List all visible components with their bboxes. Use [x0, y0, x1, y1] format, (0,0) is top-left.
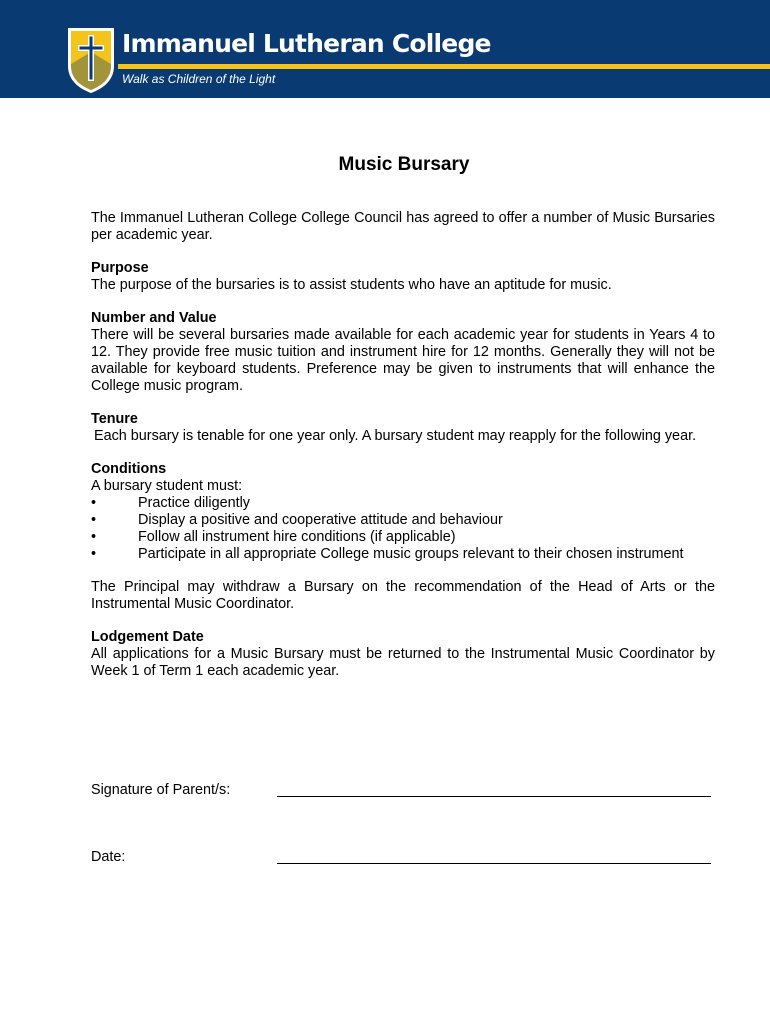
list-item [91, 512, 715, 529]
purpose-heading: Purpose [91, 260, 149, 276]
lodgement-heading: Lodgement Date [91, 629, 204, 645]
tenure-heading: Tenure [91, 411, 138, 427]
bullet: • [91, 512, 97, 528]
number-value-text: There will be several bursaries made available for each academic year for students in Years 4 to 12. They provide free music tuition and instrument hire for 12 months. Generally they will not be available for keyboard students. Preference may be given to instruments that will enhance the College music program. [91, 327, 715, 394]
date-line[interactable] [277, 863, 711, 864]
school-name: Immanuel Lutheran College [122, 29, 491, 58]
purpose-section [91, 260, 715, 294]
lodgement-text: All applications for a Music Bursary must be returned to the Instrumental Music Coordinator by Week 1 of Term 1 each academic year. [91, 646, 715, 679]
list-item-text: Follow all instrument hire conditions (if applicable) [138, 529, 456, 545]
conditions-heading: Conditions [91, 461, 167, 477]
conditions-list [91, 495, 715, 563]
list-item-text: Participate in all appropriate College music groups relevant to their chosen instrument [138, 546, 684, 562]
list-item-text: Practice diligently [138, 495, 250, 511]
number-value-heading: Number and Value [91, 310, 217, 326]
parent-signature-line[interactable] [277, 796, 711, 797]
lodgement-section [91, 629, 715, 680]
parent-signature-label: Signature of Parent/s: [91, 782, 231, 798]
bullet: • [91, 546, 97, 562]
document-body [91, 210, 715, 696]
bullet: • [91, 495, 97, 511]
conditions-section [91, 461, 715, 563]
number-value-section [91, 310, 715, 395]
list-item [91, 546, 715, 563]
intro-paragraph: The Immanuel Lutheran College College Council has agreed to offer a number of Music Bursaries per academic year. [91, 210, 715, 243]
tenure-text: Each bursary is tenable for one year only. A bursary student may reapply for the following year. [94, 428, 697, 444]
withdraw-paragraph: The Principal may withdraw a Bursary on the recommendation of the Head of Arts or the Instrumental Music Coordinator. [91, 579, 715, 612]
date-label: Date: [91, 849, 126, 865]
document-title: Music Bursary [338, 154, 470, 175]
list-item-text: Display a positive and cooperative attitude and behaviour [138, 512, 503, 528]
school-motto: Walk as Children of the Light [122, 72, 276, 86]
conditions-lead: A bursary student must: [91, 478, 243, 494]
bullet: • [91, 529, 97, 545]
shield-cross-crest-icon [66, 26, 116, 94]
tenure-section [91, 411, 715, 445]
list-item [91, 529, 715, 546]
letterhead-banner [0, 0, 770, 98]
list-item [91, 495, 715, 512]
gold-stripe [118, 64, 770, 69]
purpose-text: The purpose of the bursaries is to assist students who have an aptitude for music. [91, 277, 612, 293]
